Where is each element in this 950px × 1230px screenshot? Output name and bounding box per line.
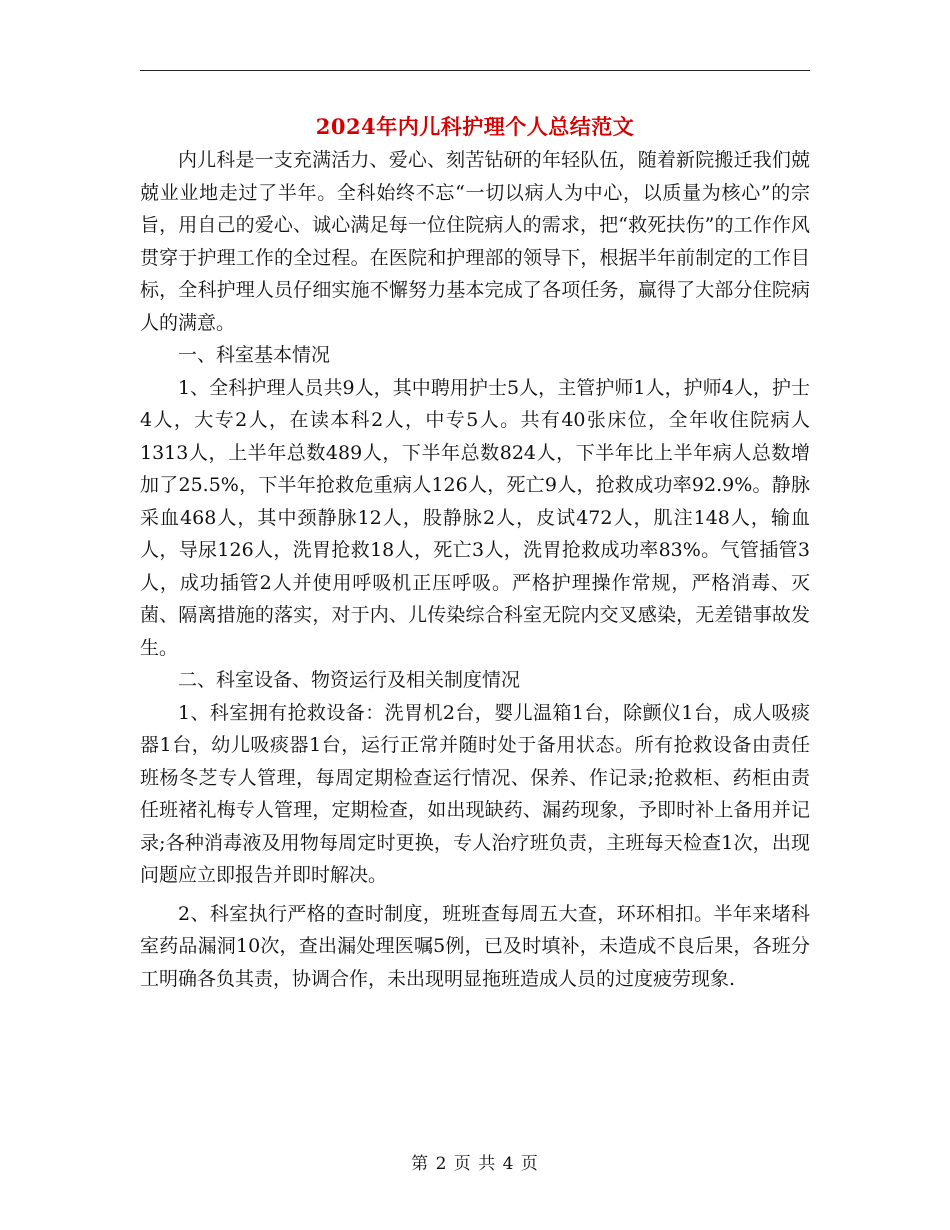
section-heading-equipment: 二、科室设备、物资运行及相关制度情况 <box>178 669 521 691</box>
header-rule <box>140 70 810 71</box>
document-title: 2024年内儿科护理个人总结范文 <box>315 114 635 139</box>
section-heading-basic-info: 一、科室基本情况 <box>178 344 331 366</box>
equipment-paragraph: 1、科室拥有抢救设备：洗胃机2台，婴儿温箱1台，除颤仪1台，成人吸痰器1台，幼儿吸痰器1台，运行正常并随时处于备用状态。所有抢救设备由责任班杨冬芝专人管理，每周定期检查运行情况、保养、作记录;抢救柜、药柜由责任班褚礼梅专人管理，定期检查，如出现缺药、漏药现象，予即时补上备用并记录;各种消毒液及用物每周定时更换，专人治疗班负责，主班每天检查1次，出现问题应立即报告并即时解决。 <box>140 701 810 886</box>
document-body <box>140 144 810 995</box>
basic-info-paragraph: 1、全科护理人员共9人，其中聘用护士5人，主管护师1人，护师4人，护士4人，大专2人，在读本科2人，中专5人。共有40张床位，全年收住院病人1313人，上半年总数489人，下半年总数824人，下半年比上半年病人总数增加了25.5%，下半年抢救危重病人126人，死亡9人，抢救成功率92.9%。静脉采血468人，其中颈静脉12人，股静脉2人，皮试472人，肌注148人，输血 人，导尿126人，洗胃抢救18人，死亡3人，洗胃抢救成功率83%。气管插管3人，成功插管2人并使用呼吸机正压呼吸。严格护理操作常规，严格消毒、灭菌、隔离措施的落实，对于内、儿传染综合科室无院内交叉感染，无差错事故发生。 <box>140 376 810 659</box>
inspection-paragraph: 2、科室执行严格的查时制度，班班查每周五大查，环环相扣。半年来堵科室药品漏洞10次，查出漏处理医嘱5例，已及时填补，未造成不良后果，各班分工明确各负其责，协调合作，未出现明显拖班造成人员的过度疲劳现象. <box>140 902 810 990</box>
intro-paragraph: 内儿科是一支充满活力、爱心、刻苦钻研的年轻队伍，随着新院搬迁我们兢兢业业地走过了半年。全科始终不忘“一切以病人为中心，以质量为核心”的宗旨，用自己的爱心、诚心满足每一位住院病人的需求，把“救死扶伤”的工作作风贯穿于护理工作的全过程。在医院和护理部的领导下，根据半年前制定的工作目标，全科护理人员仔细实施不懈努力基本完成了各项任务，赢得了大部分住院病人的满意。 <box>140 149 810 334</box>
page-number: 第 2 页 共 4 页 <box>411 1154 539 1174</box>
